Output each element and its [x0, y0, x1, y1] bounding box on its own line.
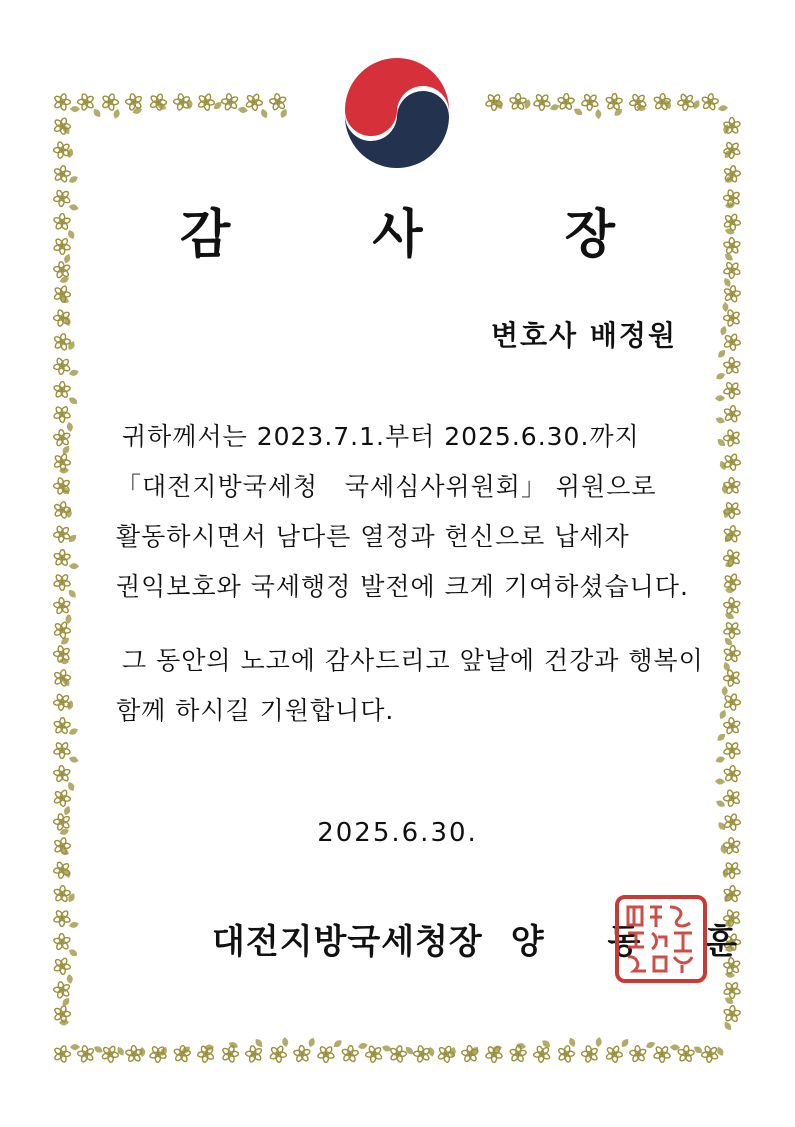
border-leaf-motif: [139, 1047, 146, 1057]
border-leaf-motif: [67, 948, 79, 959]
border-flower-motif: [365, 1044, 384, 1063]
border-flower-motif: [123, 92, 145, 113]
border-flower-motif: [54, 93, 71, 111]
border-flower-motif: [52, 522, 74, 546]
border-flower-motif: [723, 452, 741, 471]
border-flower-motif: [721, 307, 742, 328]
certificate-body: [116, 412, 716, 736]
border-leaf-motif: [67, 395, 79, 405]
border-flower-motif: [720, 666, 742, 690]
border-leaf-motif: [66, 421, 74, 432]
border-leaf-motif: [68, 921, 79, 929]
border-flower-motif: [720, 426, 742, 450]
border-leaf-motif: [115, 1045, 125, 1057]
signer-name: 양 동 훈: [510, 922, 763, 962]
border-leaf-motif: [691, 99, 701, 111]
border-flower-motif: [52, 954, 73, 977]
border-flower-motif: [722, 404, 742, 423]
border-flower-motif: [52, 357, 72, 376]
border-flower-motif: [459, 1043, 481, 1064]
border-leaf-motif: [612, 107, 623, 118]
border-flower-motif: [722, 644, 741, 664]
border-flower-motif: [52, 882, 74, 905]
border-flower-motif: [194, 92, 218, 114]
border-flower-motif: [628, 1045, 647, 1063]
border-leaf-motif: [721, 686, 728, 696]
border-flower-motif: [171, 1042, 194, 1064]
border-leaf-motif: [67, 588, 78, 599]
border-flower-motif: [722, 597, 741, 615]
page-title: 감 사 장: [180, 204, 677, 265]
border-flower-motif: [52, 571, 73, 593]
border-flower-motif: [52, 594, 74, 618]
border-leaf-motif: [715, 395, 725, 402]
border-leaf-motif: [716, 348, 727, 359]
body-line: 활동하시면서 남다른 열정과 헌신으로 납세자: [116, 522, 630, 551]
border-leaf-motif: [59, 1019, 69, 1026]
body-line: 귀하께서는 2023.7.1.부터 2025.6.30.까지: [122, 422, 640, 451]
border-flower-motif: [52, 306, 74, 330]
border-leaf-motif: [725, 971, 736, 978]
border-leaf-motif: [715, 371, 727, 381]
border-leaf-motif: [595, 1037, 602, 1048]
border-leaf-motif: [718, 460, 728, 472]
border-leaf-motif: [93, 1044, 105, 1054]
border-flower-motif: [602, 92, 626, 114]
border-leaf-motif: [237, 106, 248, 114]
border-flower-motif: [268, 1044, 287, 1064]
border-leaf-motif: [716, 437, 727, 448]
border-leaf-motif: [92, 107, 103, 119]
border-flower-motif: [338, 1042, 362, 1064]
border-flower-motif: [220, 92, 240, 112]
signer-title: 대전지방국세청장: [212, 922, 483, 962]
border-flower-motif: [483, 1043, 504, 1064]
border-flower-motif: [52, 666, 74, 690]
border-leaf-motif: [70, 106, 80, 112]
border-flower-motif: [532, 1044, 552, 1063]
border-flower-motif: [52, 475, 73, 496]
border-leaf-motif: [66, 892, 76, 904]
border-leaf-motif: [307, 1037, 316, 1048]
korean-government-emblem-icon: [336, 56, 458, 178]
border-flower-motif: [53, 765, 72, 783]
border-leaf-motif: [719, 325, 728, 336]
border-leaf-motif: [68, 755, 79, 764]
border-leaf-motif: [645, 1040, 657, 1050]
border-leaf-motif: [718, 709, 728, 721]
border-leaf-motif: [332, 1038, 343, 1049]
border-flower-motif: [723, 1005, 742, 1023]
border-flower-motif: [100, 1045, 120, 1064]
border-flower-motif: [52, 428, 72, 448]
border-flower-motif: [52, 547, 72, 568]
border-flower-motif: [242, 1042, 265, 1064]
border-flower-motif: [54, 1045, 71, 1063]
border-flower-motif: [722, 355, 742, 376]
border-flower-motif: [52, 787, 74, 810]
border-flower-motif: [52, 620, 72, 640]
border-flower-motif: [721, 283, 742, 306]
border-leaf-motif: [595, 109, 602, 119]
border-flower-motif: [386, 1042, 410, 1064]
border-leaf-motif: [620, 1037, 631, 1049]
border-leaf-motif: [59, 657, 70, 665]
border-leaf-motif: [279, 108, 289, 120]
border-flower-motif: [581, 1045, 598, 1063]
body-line: 함께 하시길 기원합니다.: [116, 696, 395, 725]
border-leaf-motif: [66, 340, 76, 352]
border-flower-motif: [52, 858, 74, 881]
border-flower-motif: [146, 92, 169, 114]
border-flower-motif: [52, 403, 73, 425]
border-leaf-motif: [723, 1020, 734, 1032]
border-leaf-motif: [357, 1042, 368, 1050]
border-flower-motif: [53, 910, 71, 927]
border-leaf-motif: [715, 732, 726, 743]
border-leaf-motif: [723, 995, 735, 1005]
border-flower-motif: [531, 92, 553, 113]
border-leaf-motif: [725, 587, 735, 593]
border-flower-motif: [720, 522, 742, 546]
border-leaf-motif: [66, 974, 73, 985]
border-leaf-motif: [66, 781, 76, 793]
border-leaf-motif: [70, 1044, 80, 1050]
official-seal-stamp: [612, 893, 710, 985]
border-leaf-motif: [572, 106, 584, 116]
body-line: 「대전지방국세청 국세심사위원회」 위원으로: [116, 472, 657, 501]
body-line: 그 동안의 노고에 감사드리고 앞날에 건강과 행복이: [122, 646, 704, 675]
border-flower-motif: [720, 882, 742, 905]
border-leaf-motif: [69, 563, 79, 569]
border-leaf-motif: [449, 1046, 457, 1057]
border-flower-motif: [53, 981, 71, 1000]
body-line: 권익보호와 국세행정 발전에 크게 기여하셨습니다.: [116, 572, 689, 601]
border-flower-motif: [581, 93, 600, 111]
issue-date: 2025.6.30.: [317, 818, 478, 848]
border-leaf-motif: [715, 778, 725, 785]
border-leaf-motif: [516, 1042, 527, 1050]
recipient-name: 변호사 배정원: [490, 319, 677, 352]
border-leaf-motif: [259, 108, 269, 120]
border-flower-motif: [700, 92, 720, 111]
border-flower-motif: [720, 618, 742, 642]
border-leaf-motif: [718, 104, 729, 111]
border-flower-motif: [317, 1046, 335, 1063]
border-leaf-motif: [68, 727, 80, 737]
border-flower-motif: [52, 114, 74, 138]
border-leaf-motif: [715, 416, 726, 425]
border-leaf-motif: [715, 755, 726, 764]
border-flower-motif: [720, 114, 742, 138]
border-flower-motif: [720, 162, 742, 186]
border-leaf-motif: [523, 99, 532, 110]
border-flower-motif: [482, 92, 506, 114]
border-flower-motif: [52, 331, 73, 353]
border-leaf-motif: [281, 1037, 288, 1048]
border-leaf-motif: [724, 611, 736, 621]
